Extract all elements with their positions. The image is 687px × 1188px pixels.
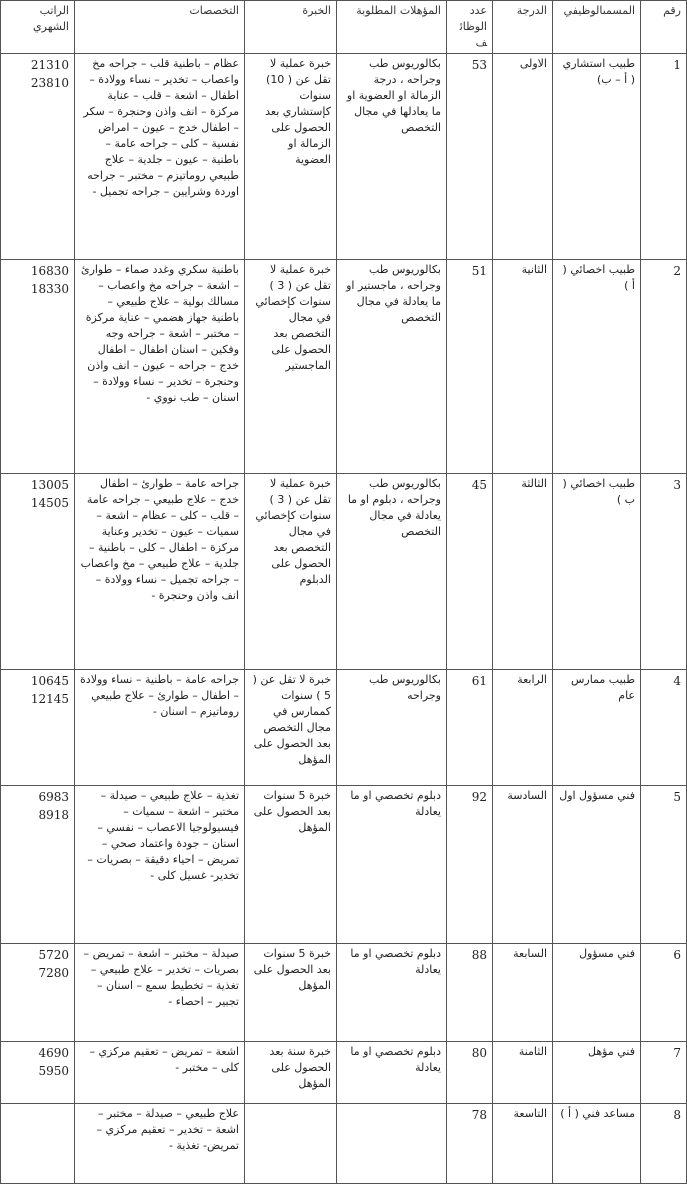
job-specializations: باطنية سكري وغدد صماء – طوارئ – اشعة – جراحه مخ واعصاب – مسالك بولية – علاج طبيعي – باطنية جهاز هضمي – عناية مركزة – مختبر – اشعة – جراحه وجه وفكين – اسنان اطفال – اطفال خدج – جراحه – عيون – انف واذن وحنجرة – تخدير – نساء وولادة – اسنان – طب نووي - [75, 260, 245, 474]
row-number: 3 [641, 474, 687, 670]
header-qualifications: المؤهلات المطلوبة [337, 1, 447, 54]
table-row [1, 54, 687, 260]
job-salary [1, 54, 75, 260]
job-qualifications [337, 1104, 447, 1184]
header-row [1, 1, 687, 54]
job-grade: السابعة [493, 944, 553, 1042]
salary-max: 7280 [38, 966, 69, 980]
row-number: 6 [641, 944, 687, 1042]
job-salary [1, 1104, 75, 1184]
table-row [1, 260, 687, 474]
job-specializations: عظام – باطنية قلب – جراحه مخ واعصاب – تخدير – نساء وولادة – اطفال – اشعة – قلب – عناية مركزة – انف واذن وحنجرة – سكر – اطفال خدج – عيون – امراض نفسية – كلى – جراحه عامة – باطنية – عيون – جلدية – علاج طبيعي روماتيزم – مختبر – جراحه اوردة وشرايين – جراحه تجميل - [75, 54, 245, 260]
job-count: 51 [447, 260, 493, 474]
header-experience: الخبرة [245, 1, 337, 54]
row-number: 4 [641, 670, 687, 786]
job-specializations: علاج طبيعي – صيدلة – مختبر – اشعة – تخدير – تعقيم مركزي – تمريض- تغذية - [75, 1104, 245, 1184]
job-experience: خبرة عملية لا تقل عن ( 3 ) سنوات كإخصائي في مجال التخصص بعد الحصول على الماجستير [245, 260, 337, 474]
header-no: رقم [641, 1, 687, 54]
job-title: طبيب ممارس عام [553, 670, 641, 786]
salary-max: 5950 [38, 1064, 69, 1078]
job-specializations: اشعة – تمريض – تعقيم مركزي – كلى – مختبر - [75, 1042, 245, 1104]
table-row [1, 474, 687, 670]
salary-max: 18330 [30, 282, 69, 296]
job-grade: الرابعة [493, 670, 553, 786]
table-row [1, 1104, 687, 1184]
row-number: 7 [641, 1042, 687, 1104]
job-grade: الاولى [493, 54, 553, 260]
salary-max: 23810 [30, 76, 69, 90]
job-grade: السادسة [493, 786, 553, 944]
table-row [1, 670, 687, 786]
header-count: عدد الوظائف [447, 1, 493, 54]
job-title: فني مؤهل [553, 1042, 641, 1104]
job-count: 61 [447, 670, 493, 786]
job-count: 88 [447, 944, 493, 1042]
salary-min: 10645 [30, 674, 69, 688]
job-salary [1, 1042, 75, 1104]
job-count: 53 [447, 54, 493, 260]
job-experience: خبرة لا تقل عن ( 5 ) سنوات كممارس في مجال التخصص بعد الحصول على المؤهل [245, 670, 337, 786]
table-row [1, 944, 687, 1042]
job-salary [1, 786, 75, 944]
header-specializations: التخصصات [75, 1, 245, 54]
salary-max: 12145 [30, 692, 69, 706]
salary-min: 21310 [30, 58, 69, 72]
job-experience: خبرة عملية لا تقل عن ( 3 ) سنوات كإخصائي في مجال التخصص بعد الحصول على الدبلوم [245, 474, 337, 670]
job-title: فني مسؤول [553, 944, 641, 1042]
job-specializations: تغذية – علاج طبيعي – صيدلة – مختبر – اشعة – سميات – فيسيولوجيا الاعصاب – نفسي – اسنان – جودة واعتماد صحي – تمريض – احياء دقيقة – بصريات – تخدير- غسيل كلى - [75, 786, 245, 944]
job-qualifications: دبلوم تخصصي او ما يعادلة [337, 786, 447, 944]
header-salary: الراتب الشهري [1, 1, 75, 54]
table-row [1, 786, 687, 944]
header-grade: الدرجة [493, 1, 553, 54]
job-salary [1, 944, 75, 1042]
row-number: 8 [641, 1104, 687, 1184]
job-qualifications: بكالوريوس طب وجراحه ، دبلوم او ما يعادلة في مجال التخصص [337, 474, 447, 670]
job-qualifications: بكالوريوس طب وجراحه ، ماجستير او ما يعادلة في مجال التخصص [337, 260, 447, 474]
job-title: طبيب اخصائي ( أ ) [553, 260, 641, 474]
job-title: طبيب اخصائي ( ب ) [553, 474, 641, 670]
job-experience: خبرة سنة بعد الحصول على المؤهل [245, 1042, 337, 1104]
job-specializations: صيدلة – مختبر – اشعة – تمريض – بصريات – تخدير – علاج طبيعي – تغذية – تخطيط سمع – اسنان – تجبير – احصاء - [75, 944, 245, 1042]
job-grade: الثالثة [493, 474, 553, 670]
job-count: 78 [447, 1104, 493, 1184]
salary-min: 4690 [38, 1046, 69, 1060]
job-qualifications: دبلوم تخصصي او ما يعادلة [337, 944, 447, 1042]
job-title: مساعد فني ( أ ) [553, 1104, 641, 1184]
job-salary [1, 474, 75, 670]
row-number: 2 [641, 260, 687, 474]
job-specializations: جراحه عامة – طوارئ – اطفال خدج – علاج طبيعي – جراحه عامة – قلب – كلى – عظام – اشعة – سميات – عيون – تخدير وعناية مركزة – اطفال – كلى – باطنية – جلدية – علاج طبيعي – مخ واعصاب – جراحه تجميل – نساء وولادة – انف واذن وحنجرة - [75, 474, 245, 670]
job-count: 92 [447, 786, 493, 944]
salary-min: 6983 [38, 790, 69, 804]
job-experience [245, 1104, 337, 1184]
job-title: فني مسؤول اول [553, 786, 641, 944]
job-grade: الثامنة [493, 1042, 553, 1104]
header-title: المسمىالوظيفي [553, 1, 641, 54]
job-experience: خبرة عملية لا تقل عن ( 10) سنوات كإستشاري بعد الحصول على الزمالة او العضوية [245, 54, 337, 260]
row-number: 1 [641, 54, 687, 260]
job-experience: خبرة 5 سنوات بعد الحصول على المؤهل [245, 944, 337, 1042]
job-title: طبيب استشاري ( أ – ب) [553, 54, 641, 260]
salary-max: 8918 [38, 808, 69, 822]
job-specializations: جراحه عامة – باطنية – نساء وولادة – اطفال – طوارئ – علاج طبيعي روماتيزم – اسنان - [75, 670, 245, 786]
row-number: 5 [641, 786, 687, 944]
job-grade: التاسعة [493, 1104, 553, 1184]
job-grade: الثانية [493, 260, 553, 474]
job-experience: خبرة 5 سنوات بعد الحصول على المؤهل [245, 786, 337, 944]
salary-min: 13005 [30, 478, 69, 492]
job-qualifications: بكالوريوس طب وجراحه [337, 670, 447, 786]
salary-min: 16830 [30, 264, 69, 278]
job-salary [1, 260, 75, 474]
job-count: 80 [447, 1042, 493, 1104]
table-row [1, 1042, 687, 1104]
job-count: 45 [447, 474, 493, 670]
salary-max: 14505 [30, 496, 69, 510]
salary-min: 5720 [38, 948, 69, 962]
job-qualifications: بكالوريوس طب وجراحه ، درجة الزمالة او العضوية او ما يعادلها في مجال التخصص [337, 54, 447, 260]
job-salary [1, 670, 75, 786]
job-qualifications: دبلوم تخصصي او ما يعادلة [337, 1042, 447, 1104]
